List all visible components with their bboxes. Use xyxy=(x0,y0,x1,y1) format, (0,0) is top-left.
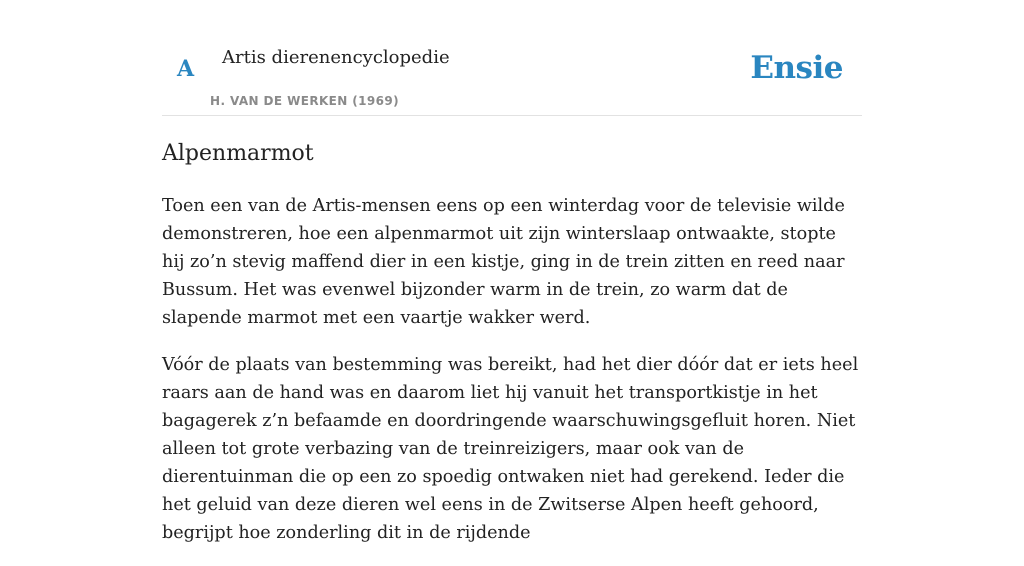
book-author: H. VAN DE WERKEN (1969) xyxy=(210,94,400,108)
brand-logo-link[interactable]: Ensie xyxy=(750,50,843,86)
entry-paragraph: Vóór de plaats van bestemming was bereikt, had het dier dóór dat er iets heel raars aan de hand was en daarom liet hij vanuit het transportkistje in het bagagerek z’n befaamde en doordringende waarschuwingsgefluit horen. Niet alleen tot grote verbazing van de treinreizigers, maar ook van de dierentuinman die op een zo spoedig ontwaken niet had gerekend. Ieder die het geluid van deze dieren wel eens in de Zwitserse Alpen heeft gehoord, begrijpt hoe zonderling dit in de rijdende xyxy=(162,355,859,543)
book-letter-index[interactable]: A xyxy=(177,56,195,82)
entry-title: Alpenmarmot xyxy=(162,141,314,166)
book-title[interactable]: Artis dierenencyclopedie xyxy=(222,47,450,68)
entry-paragraph: Toen een van de Artis-mensen eens op een winterdag voor de televisie wilde demonstreren, hoe een alpenmarmot uit zijn winterslaap ontwaakte, stopte hij zo’n stevig maffend dier in een kistje, ging in de trein zitten en reed naar Bussum. Het was evenwel bijzonder warm in de trein, zo warm dat de slapende marmot met een vaartje wakker werd. xyxy=(162,196,845,328)
book-header xyxy=(162,40,862,116)
entry-content xyxy=(162,138,862,566)
